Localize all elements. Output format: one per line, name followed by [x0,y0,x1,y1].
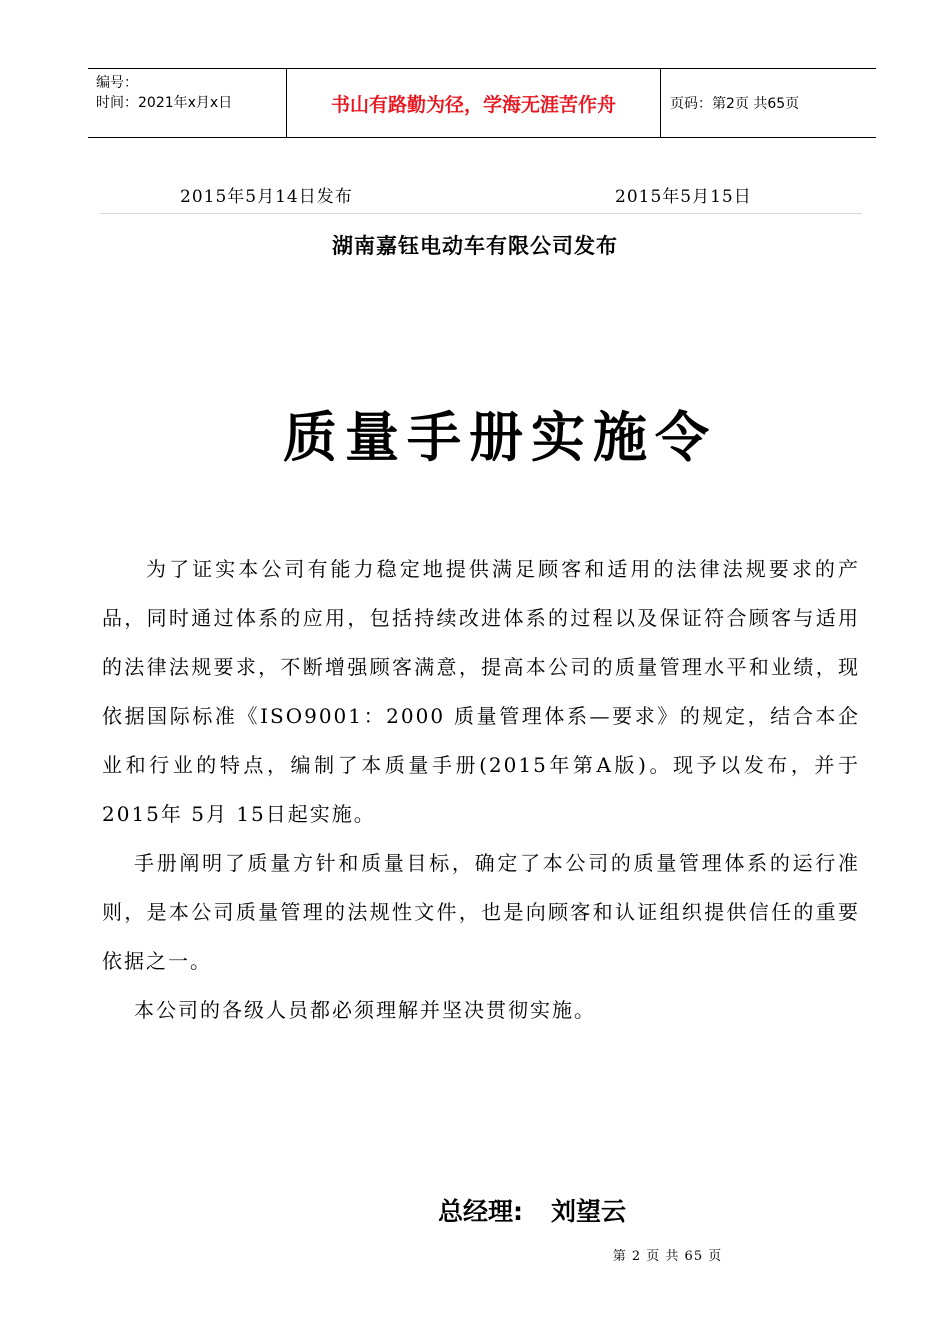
header-table [88,68,876,138]
header-page-info [660,69,876,137]
body-text [102,545,860,1035]
signer-name: 刘望云 [551,1197,627,1226]
paragraph-3: 本公司的各级人员都必须理解并坚决贯彻实施。 [134,998,596,1022]
number-label: 编号： [96,75,138,91]
document-title: 质量手册实施令 [283,405,717,469]
paragraph-2: 手册阐明了质量方针和质量目标，确定了本公司的质量管理体系的运行准则，是本公司质量管理的法规性文件，也是向顾客和认证组织提供信任的重要依据之一。 [102,851,860,973]
divider [100,213,862,214]
effective-date: 2015年5月15日 [615,187,752,207]
page-info-text: 页码：第2页 共65页 [670,96,800,112]
page-footer: 第 2 页 共 65 页 [612,1249,723,1264]
signer-role: 总经理: [438,1197,523,1226]
signature-block [438,1192,626,1228]
paragraph-1: 为了证实本公司有能力稳定地提供满足顾客和适用的法律法规要求的产品，同时通过体系的应用，包括持续改进体系的过程以及保证符合顾客与适用的法律法规要求，不断增强顾客满意，提高本公司的质量管理水平和业绩，现依据国际标准《ISO9001：2000 质量管理体系—要求》的规定，结合本企业和行业的特点，编制了本质量手册(2015年第A版)。现予以发布，并于2015年 5月 15日起实施。 [102,557,860,826]
publisher: 湖南嘉钰电动车有限公司发布 [332,234,618,258]
issue-date: 2015年5月14日发布 [180,187,353,207]
header-meta [88,69,286,137]
header-motto: 书山有路勤为径，学海无涯苦作舟 [286,69,661,137]
time-label: 时间：2021年x月x日 [96,95,233,111]
